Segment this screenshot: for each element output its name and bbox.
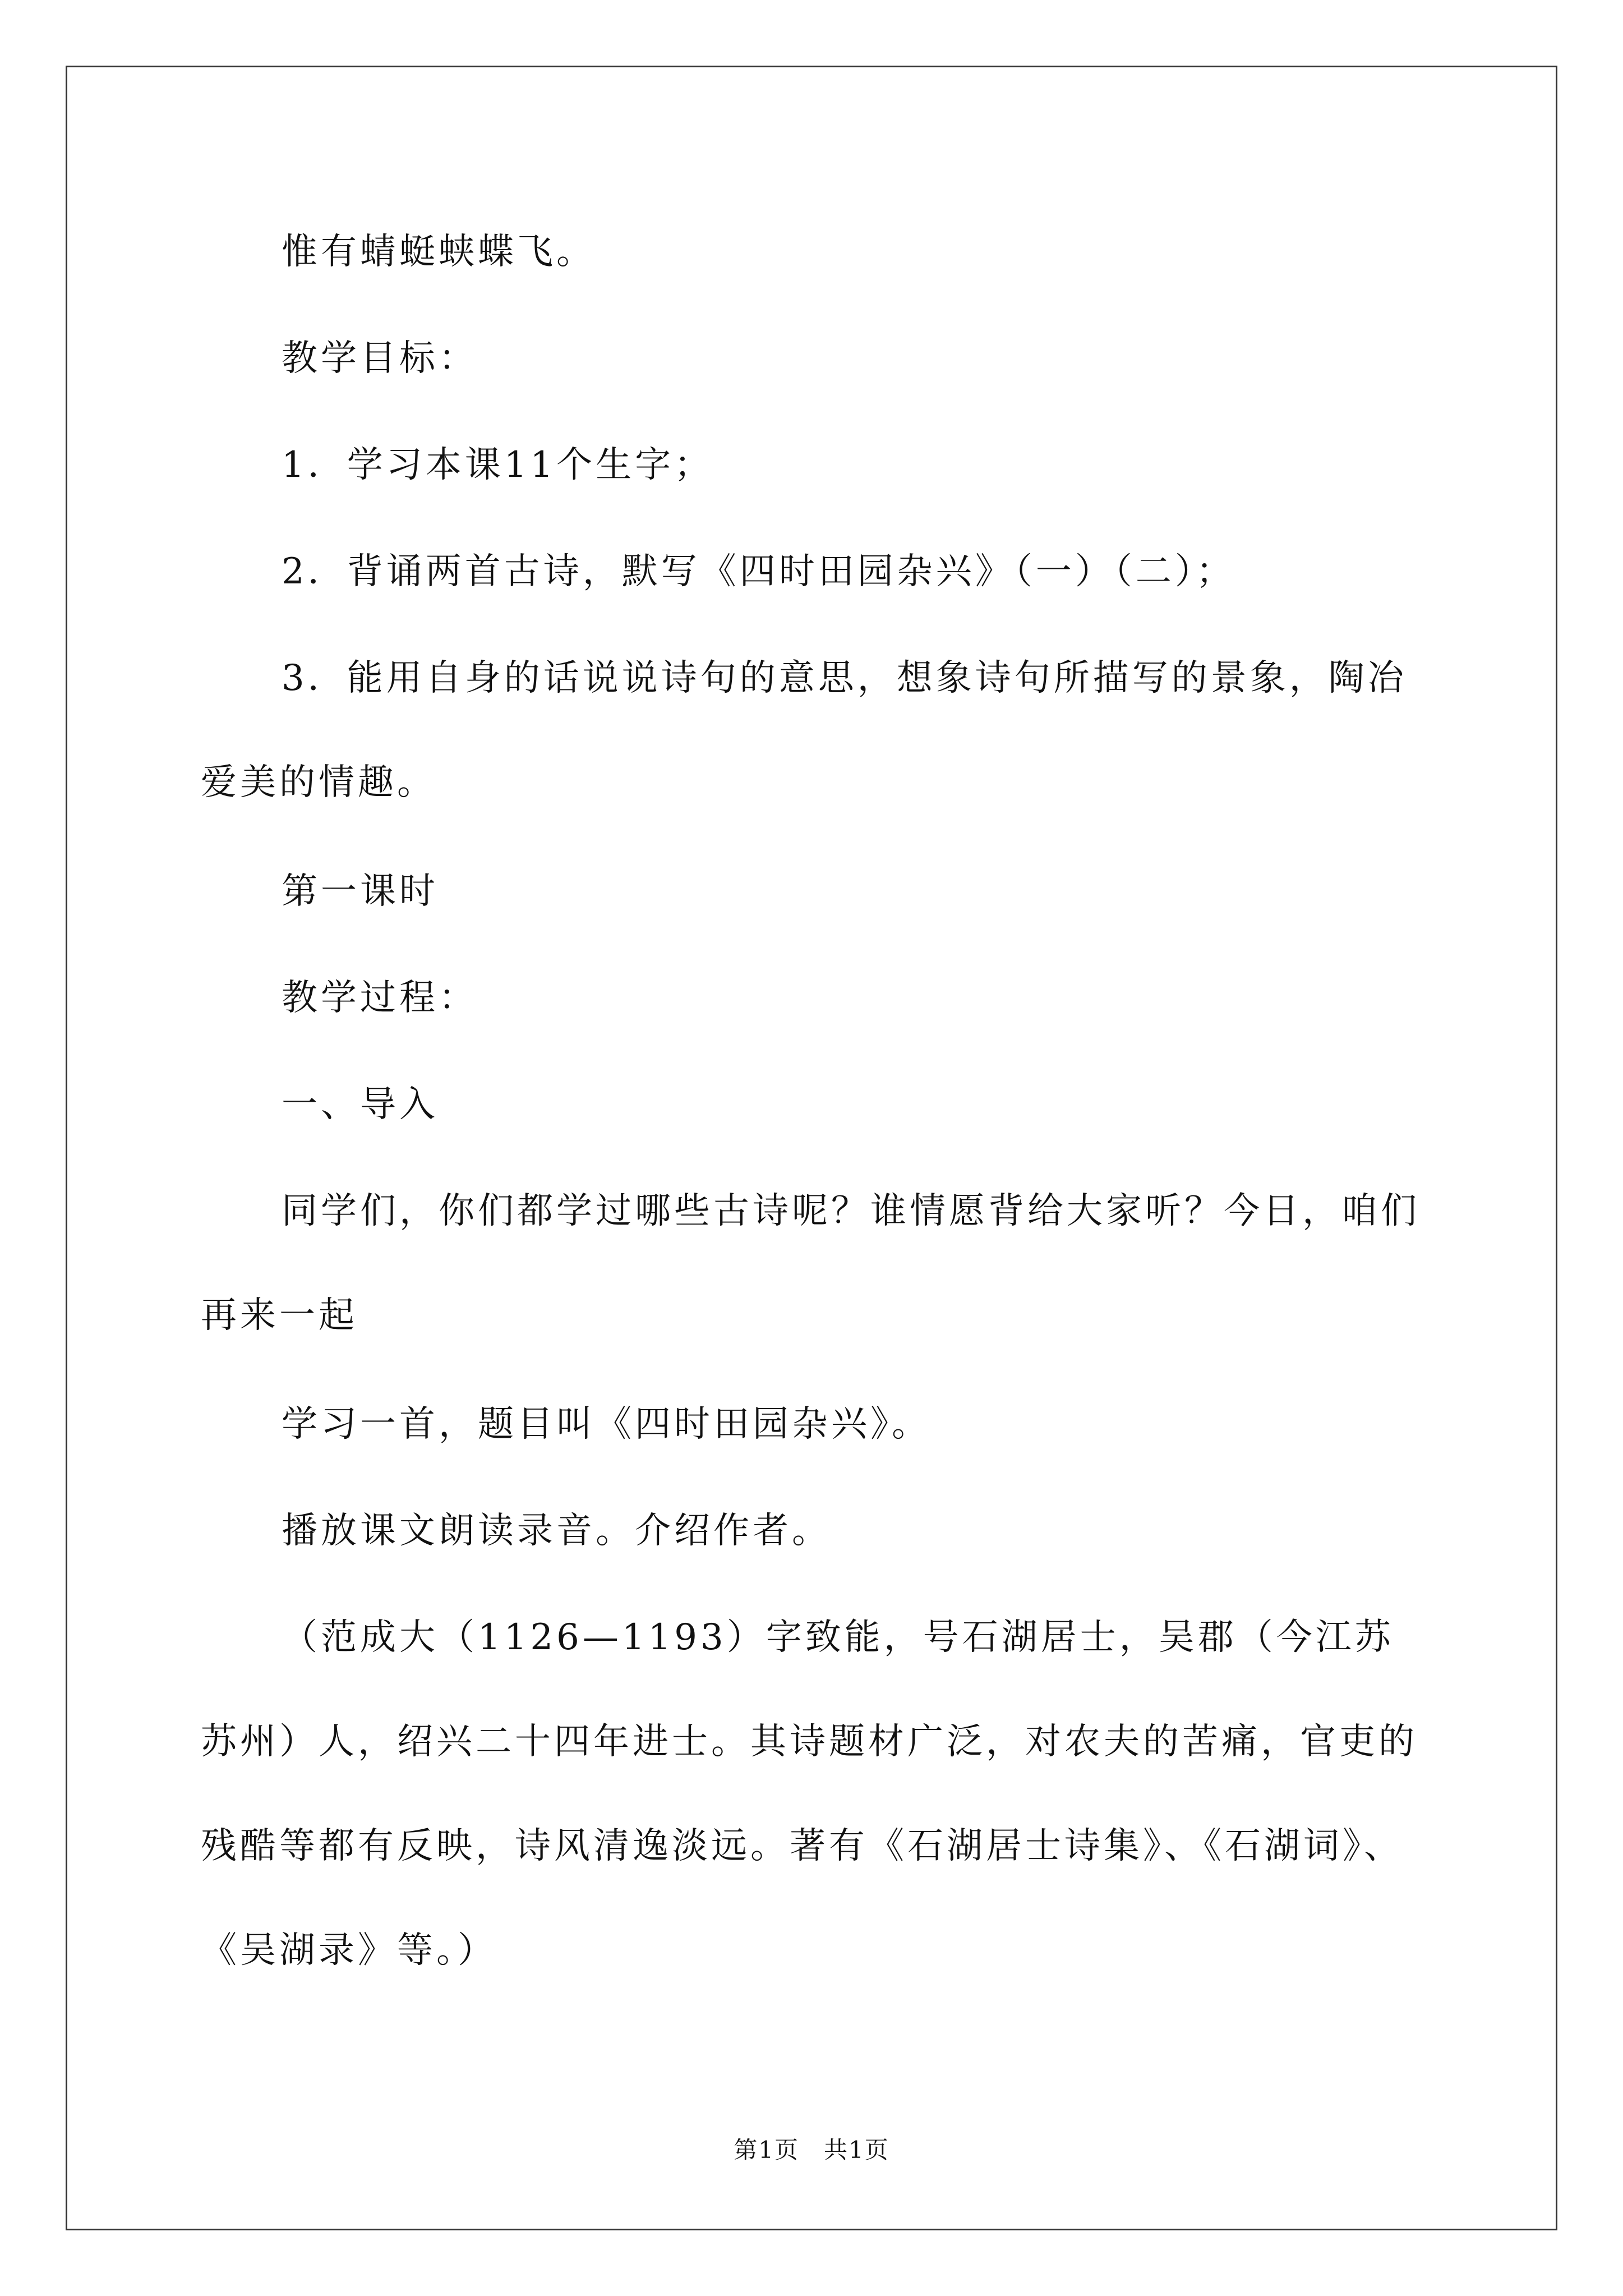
paragraph-1: 惟有蜻蜓蛱蝶飞。: [282, 231, 596, 273]
page-footer: 第1页 共1页: [734, 2136, 889, 2164]
paragraph-12: （范成大（1126—1193）字致能，号石湖居士，吴郡（今江苏苏州）人，绍兴二十四年进士。其诗题材广泛，对农夫的苦痛，官吏的残酷等都有反映，诗风清逸淡远。著有《石湖居士诗集》、《石湖词》、《吴湖录》等。）: [201, 1617, 1418, 1971]
paragraph-4: 2．背诵两首古诗，默写《四时田园杂兴》（一）（二）；: [282, 551, 1235, 592]
paragraph-6: 第一课时: [282, 871, 439, 912]
paragraph-3: 1．学习本课11个生字；: [282, 444, 714, 486]
paragraph-9: 同学们，你们都学过哪些古诗呢？谁情愿背给大家听？今日，咱们再来一起: [201, 1190, 1420, 1336]
paragraph-2: 教学目标：: [282, 338, 478, 379]
paragraph-10: 学习一首，题目叫《四时田园杂兴》。: [282, 1404, 931, 1445]
paragraph-11: 播放课文朗读录音。介绍作者。: [282, 1510, 831, 1552]
paragraph-8: 一、导入: [282, 1084, 439, 1125]
paragraph-7: 教学过程：: [282, 977, 478, 1019]
paragraph-5: 3．能用自身的话说说诗句的意思，想象诗句所描写的景象，陶冶爱美的情趣。: [201, 657, 1407, 803]
